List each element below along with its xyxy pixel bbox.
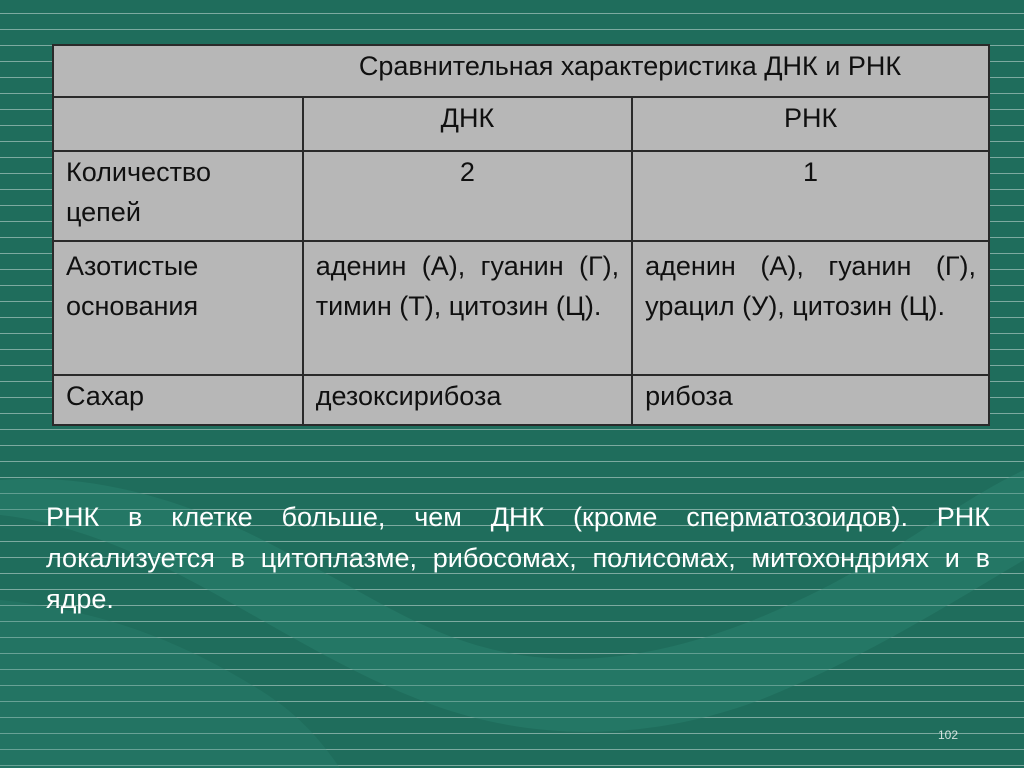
comparison-table bbox=[52, 44, 990, 426]
cell-dna-chains: 2 bbox=[303, 151, 632, 241]
cell-rna-sugar: рибоза bbox=[632, 375, 989, 425]
cell-dna-bases: аденин (А), гуанин (Г), тимин (Т), цитозин (Ц). bbox=[303, 241, 632, 375]
body-text: РНК в клетке больше, чем ДНК (кроме сперматозоидов). РНК локализуется в цитоплазме, рибосомах, полисомах, митохондриях и в ядре. bbox=[46, 502, 990, 614]
row-label-chains: Количество цепей bbox=[53, 151, 303, 241]
header-dna: ДНК bbox=[303, 97, 632, 151]
header-rna: РНК bbox=[632, 97, 989, 151]
cell-rna-bases: аденин (А), гуанин (Г), урацил (У), цитозин (Ц). bbox=[632, 241, 989, 375]
header-empty bbox=[53, 97, 303, 151]
page-number: 102 bbox=[938, 728, 959, 742]
table-row bbox=[53, 241, 989, 375]
table-row bbox=[53, 151, 989, 241]
cell-rna-chains: 1 bbox=[632, 151, 989, 241]
row-label-sugar: Сахар bbox=[53, 375, 303, 425]
row-label-bases: Азотистые основания bbox=[53, 241, 303, 375]
table-header-row bbox=[53, 97, 989, 151]
cell-dna-sugar: дезоксирибоза bbox=[303, 375, 632, 425]
table-title: Сравнительная характеристика ДНК и РНК bbox=[53, 45, 989, 97]
table-title-row bbox=[53, 45, 989, 97]
table-row bbox=[53, 375, 989, 425]
